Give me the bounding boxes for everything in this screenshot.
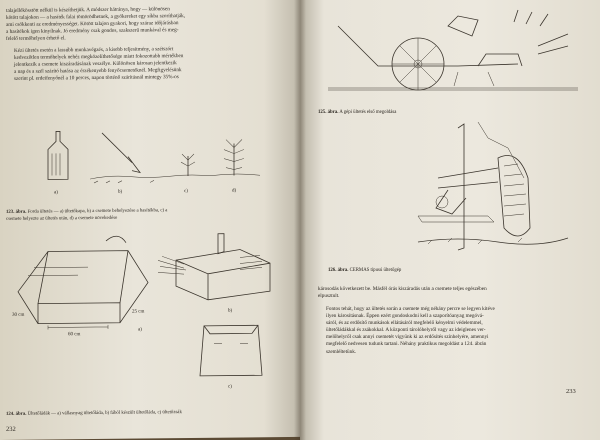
text-line: ültetőládákkal és zsákokkal. A központi tárolóhelyről vagy az ideiglenes ver- — [326, 327, 486, 334]
figure-label: b) — [118, 189, 123, 195]
dimension-label: 25 cm — [132, 309, 145, 315]
figure-123-caption — [6, 207, 270, 223]
figure-number: 123. ábra. — [6, 209, 27, 215]
text-line: Kézi ültetés esetén a lassúbb munkavégzés, a kisebb teljesítmény, a szétszórt — [14, 46, 174, 54]
hoe-in-slit-drawing — [90, 132, 170, 183]
right-paragraph-2 — [318, 306, 580, 356]
seedling-grown-drawing — [210, 139, 260, 176]
text-line: sáról, és az erdősítő munkások ellátásáról megfelelő kényelmi védelemmel, — [326, 320, 483, 327]
text-line: szerint pl. erdeifenyőnél a 10 perces, napon történő szárításnál mintegy 35%-os — [14, 74, 179, 83]
figure-number: 125. ábra. — [318, 110, 339, 115]
figure-125-machine-planting — [318, 6, 588, 116]
figure-126-cermas-planter — [318, 118, 588, 268]
text-line: melőhelyről csak annyi csemetét vigyünk ki az erdősítés színhelyére, amennyi — [326, 334, 489, 341]
text-line: a hasítékok igen kinyílnak. Jó eredmény csak gondos, szakszerű munkával és meg- — [6, 27, 179, 36]
caption-text: Forda ültetés — a) ültetőkapa, b) a csemete behelyezése a hasítékba, c) a — [27, 208, 168, 215]
book-gutter — [294, 0, 306, 440]
planting-bag-drawing — [200, 325, 262, 390]
text-line: felelő termőhelyen érhető el. — [6, 35, 66, 43]
text-line: jelentkezik a csemete kiszáradásának veszélye. Különösen károsan jelentkezik — [14, 60, 177, 69]
figure-label: c) — [228, 384, 232, 390]
left-paragraph-2 — [6, 45, 270, 83]
text-line: megfelelő nedvesen tudunk tartani. Néhány praktikus megoldást a 124. ábrán — [326, 341, 487, 348]
planting-spade-drawing — [48, 131, 68, 179]
text-line: Fontos tehát, hogy az ültetés során a csemete még néhány percre se legyen kitéve — [326, 306, 495, 312]
page-number: 232 — [6, 425, 16, 433]
figure-number: 126. ábra. — [328, 268, 349, 273]
caption-text: Ültetőládák — a) vállasnyag ültetőláda, b) fából készült ültetőláda, c) ültetőzsák — [27, 410, 182, 417]
figure-label: d) — [232, 188, 237, 194]
text-line: ilyen károsításnak. Éppen ezért gondoskodni kell a szaporítóanyag megóvá- — [326, 313, 484, 320]
text-line: talajellékösstött nélkül is készíthetjük. A módszer hátránya, hogy — különösen — [6, 6, 170, 14]
figure-label: c) — [184, 189, 188, 195]
figure-124-planting-boxes — [8, 229, 278, 392]
page-number: 233 — [566, 388, 576, 395]
dimension-label: 60 cm — [68, 332, 81, 338]
text-line: elpusztult. — [318, 293, 340, 300]
figure-label: a) — [54, 190, 58, 196]
wooden-planting-box-drawing — [158, 233, 270, 314]
dimension-label: 30 cm — [12, 312, 25, 318]
figure-123-planting-illustration — [10, 125, 270, 208]
left-paragraph-1 — [6, 5, 270, 43]
metal-planting-box-drawing — [12, 236, 148, 338]
figure-125-caption — [318, 110, 578, 117]
right-paragraph-1 — [318, 286, 580, 300]
right-page — [300, 0, 600, 440]
text-line: szemléltetünk. — [326, 348, 357, 355]
text-line: kötött talajokon — a hasíték falai tömörödhetnek, a gyökereket egy síkba szoríthatják, — [6, 13, 186, 22]
figure-label: a) — [138, 327, 142, 333]
figure-label: b) — [228, 308, 233, 314]
caption-text: csemete helyezte az ültetés után, d) a csemete növekedése — [6, 215, 118, 222]
caption-text: A gépi ültetés első megoldása — [339, 110, 397, 115]
figure-124-caption — [6, 409, 276, 418]
caption-text: CERMAS típusú ültetőgép — [349, 268, 402, 273]
cermas-planter-drawing — [418, 122, 568, 250]
figure-126-caption — [328, 268, 578, 275]
planting-machine-drawing — [328, 10, 578, 90]
text-line: kedvezőtlen termőhelyek nehéz megközelíthetősége miatt fokozottabb mértékben — [14, 53, 184, 61]
figure-number: 124. ábra. — [6, 411, 27, 417]
text-line: a nap és a szél szárító hatása az érzékenyebb fenyőcsemetéknél. Megfigyelésünk — [14, 67, 182, 76]
text-line: károsodás következett be. Másfél órás kiszáradás után a csemete teljes egészében — [318, 286, 487, 292]
seedling-planted-drawing — [170, 154, 210, 176]
text-line: ami csökkenti az eredményességet. Kötött talajon gyakori, hogy száraz időjárásban — [6, 20, 179, 29]
